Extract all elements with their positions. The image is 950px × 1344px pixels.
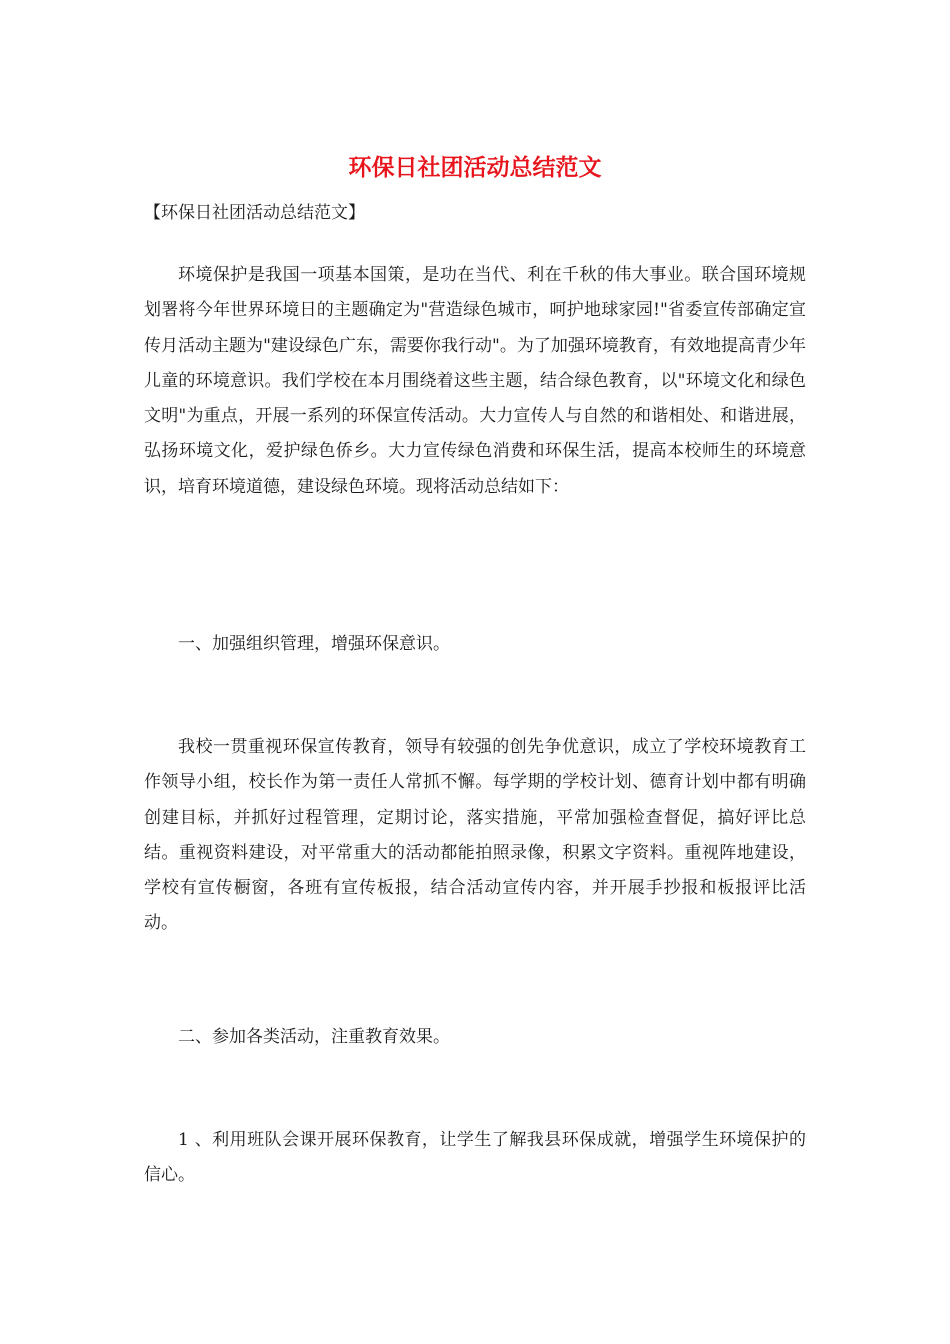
- paragraph-intro: 环境保护是我国一项基本国策，是功在当代、利在千秋的伟大事业。联合国环境规划署将今年世界环境日的主题确定为"营造绿色城市，呵护地球家园!"省委宣传部确定宣传月活动主题为"建设绿色广东，需要你我行动"。为了加强环境教育，有效地提高青少年儿童的环境意识。我们学校在本月围绕着这些主题，结合绿色教育，以"环境文化和绿色文明"为重点，开展一系列的环保宣传活动。大力宣传人与自然的和谐相处、和谐进展，弘扬环境文化，爱护绿色侨乡。大力宣传绿色消费和环保生活，提高本校师生的环境意识，培育环境道德，建设绿色环境。现将活动总结如下：: [144, 265, 806, 497]
- document-subtitle: 【环保日社团活动总结范文】: [144, 203, 365, 223]
- paragraph-activity-1: 1 、利用班队会课开展环保教育，让学生了解我县环保成就，增强学生环境保护的信心。: [144, 1130, 806, 1186]
- section-heading-1: 一、加强组织管理，增强环保意识。: [178, 634, 450, 654]
- section-heading-2: 二、参加各类活动，注重教育效果。: [178, 1027, 450, 1047]
- document-title: 环保日社团活动总结范文: [348, 154, 602, 181]
- paragraph-organization: 我校一贯重视环保宣传教育，领导有较强的创先争优意识，成立了学校环境教育工作领导小组，校长作为第一责任人常抓不懈。每学期的学校计划、德育计划中都有明确创建目标，并抓好过程管理，定期讨论，落实措施，平常加强检查督促，搞好评比总结。重视资料建设，对平常重大的活动都能拍照录像，积累文字资料。重视阵地建设，学校有宣传橱窗，各班有宣传板报，结合活动宣传内容，并开展手抄报和板报评比活动。: [144, 737, 806, 934]
